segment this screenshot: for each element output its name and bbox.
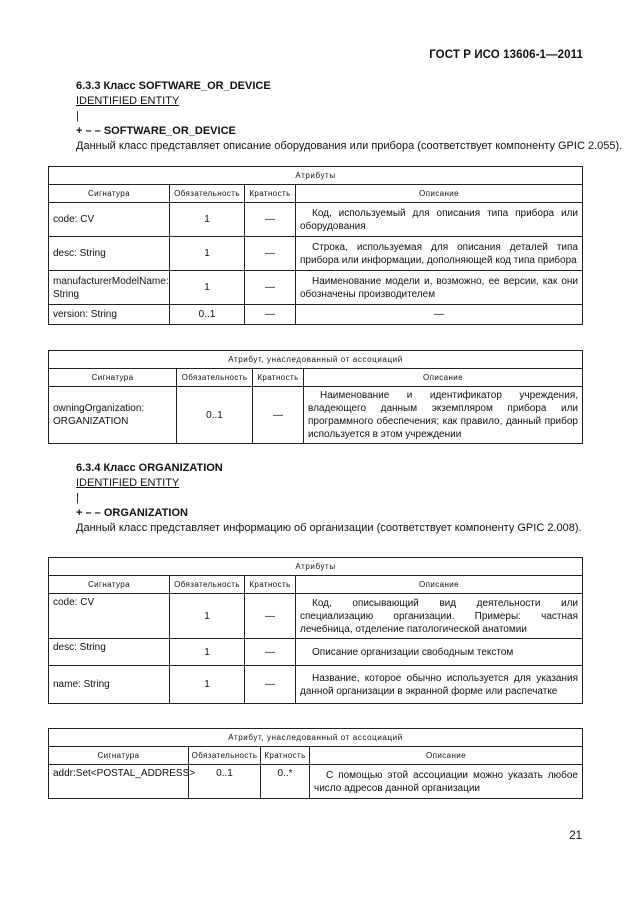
table-row	[49, 594, 583, 639]
section-organization	[76, 461, 582, 536]
cell-description: Код, используемый для описания типа прибора или оборудования	[296, 203, 583, 237]
cell-description: Название, которое обычно используется для указания данной организации в экранной форме или распечатке	[296, 666, 583, 704]
class-name: SOFTWARE_OR_DEVICE	[103, 125, 236, 137]
cell-signature: manufacturerModelName: String	[49, 271, 170, 305]
parent-class: IDENTIFIED ENTITY	[76, 95, 180, 107]
cell-description: С помощью этой ассоциации можно указать любое число адресов данной организации	[310, 765, 583, 799]
cell-multiplicity: —	[245, 203, 296, 237]
cell-signature: desc: String	[49, 639, 170, 666]
cell-description: Код, описывающий вид деятельности или специализацию организации. Примеры: частная лечебница, отделение патологической анатомии	[296, 594, 583, 639]
cell-signature: owningOrganization: ORGANIZATION	[49, 387, 177, 444]
col-header-obligation: Обязательность	[177, 369, 253, 387]
cell-obligation: 1	[170, 237, 245, 271]
cell-description: Строка, используемая для описания деталей типа прибора или информации, дополняющей код типа прибора	[296, 237, 583, 271]
table-row	[49, 203, 583, 237]
col-header-description: Описание	[310, 747, 583, 765]
table-caption: Атрибуты	[49, 167, 583, 185]
table-row	[49, 666, 583, 704]
inherited-table-software-or-device	[48, 350, 583, 444]
col-header-signature: Сигнатура	[49, 185, 170, 203]
attributes-table-organization	[48, 557, 583, 704]
table-row	[49, 305, 583, 325]
cell-multiplicity: —	[245, 271, 296, 305]
table-caption: Атрибут, унаследованный от ассоциаций	[49, 729, 583, 747]
cell-signature: addr:Set<POSTAL_ADDRESS>	[49, 765, 189, 799]
section-software-or-device	[76, 79, 622, 154]
col-header-multiplicity: Кратность	[253, 369, 304, 387]
col-header-multiplicity: Кратность	[245, 185, 296, 203]
col-header-obligation: Обязательность	[170, 576, 245, 594]
col-header-signature: Сигнатура	[49, 747, 189, 765]
cell-obligation: 0..1	[177, 387, 253, 444]
table-caption: Атрибут, унаследованный от ассоциаций	[49, 351, 583, 369]
cell-description: Наименование и идентификатор учреждения, владеющего данным экземпляром прибора или программного обеспечения; как правило, данный прибор используется в этом учреждении	[304, 387, 583, 444]
col-header-signature: Сигнатура	[49, 369, 177, 387]
cell-multiplicity: —	[245, 237, 296, 271]
cell-multiplicity: —	[253, 387, 304, 444]
cell-obligation: 0..1	[189, 765, 261, 799]
table-row	[49, 237, 583, 271]
cell-multiplicity: —	[245, 639, 296, 666]
document-header: ГОСТ Р ИСО 13606-1—2011	[429, 49, 583, 61]
inheritance-bar: |	[76, 492, 79, 504]
table-caption: Атрибуты	[49, 558, 583, 576]
attributes-table-software-or-device	[48, 166, 583, 325]
cell-multiplicity: 0..*	[261, 765, 310, 799]
table-row	[49, 765, 583, 799]
col-header-signature: Сигнатура	[49, 576, 170, 594]
section-heading: 6.3.3 Класс SOFTWARE_OR_DEVICE	[76, 80, 271, 92]
col-header-multiplicity: Кратность	[245, 576, 296, 594]
table-row	[49, 387, 583, 444]
cell-obligation: 1	[170, 666, 245, 704]
class-description: Данный класс представляет описание оборудования или прибора (соответствует компоненту GPIC 2.055).	[76, 140, 623, 152]
section-heading: 6.3.4 Класс ORGANIZATION	[76, 462, 223, 474]
cell-description: —	[296, 305, 583, 325]
table-row	[49, 639, 583, 666]
cell-description: Наименование модели и, возможно, ее версии, как они обозначены производителем	[296, 271, 583, 305]
cell-signature: name: String	[49, 666, 170, 704]
cell-signature: code: CV	[49, 203, 170, 237]
inherited-table-organization	[48, 728, 583, 799]
col-header-description: Описание	[304, 369, 583, 387]
col-header-obligation: Обязательность	[189, 747, 261, 765]
cell-multiplicity: —	[245, 305, 296, 325]
cell-signature: desc: String	[49, 237, 170, 271]
class-description: Данный класс представляет информацию об организации (соответствует компоненту GPIC 2.008).	[76, 522, 582, 534]
col-header-description: Описание	[296, 576, 583, 594]
table-row	[49, 271, 583, 305]
cell-obligation: 1	[170, 271, 245, 305]
cell-multiplicity: —	[245, 666, 296, 704]
cell-description: Описание организации свободным текстом	[296, 639, 583, 666]
page-number: 21	[569, 830, 582, 842]
inheritance-prefix: + – –	[76, 125, 104, 137]
class-name: ORGANIZATION	[103, 507, 188, 519]
cell-obligation: 1	[170, 639, 245, 666]
parent-class: IDENTIFIED ENTITY	[76, 477, 180, 489]
cell-signature: code: CV	[49, 594, 170, 639]
cell-obligation: 1	[170, 203, 245, 237]
cell-signature: version: String	[49, 305, 170, 325]
inheritance-bar: |	[76, 110, 79, 122]
col-header-description: Описание	[296, 185, 583, 203]
cell-obligation: 0..1	[170, 305, 245, 325]
inheritance-prefix: + – –	[76, 507, 104, 519]
col-header-obligation: Обязательность	[170, 185, 245, 203]
cell-multiplicity: —	[245, 594, 296, 639]
col-header-multiplicity: Кратность	[261, 747, 310, 765]
cell-obligation: 1	[170, 594, 245, 639]
